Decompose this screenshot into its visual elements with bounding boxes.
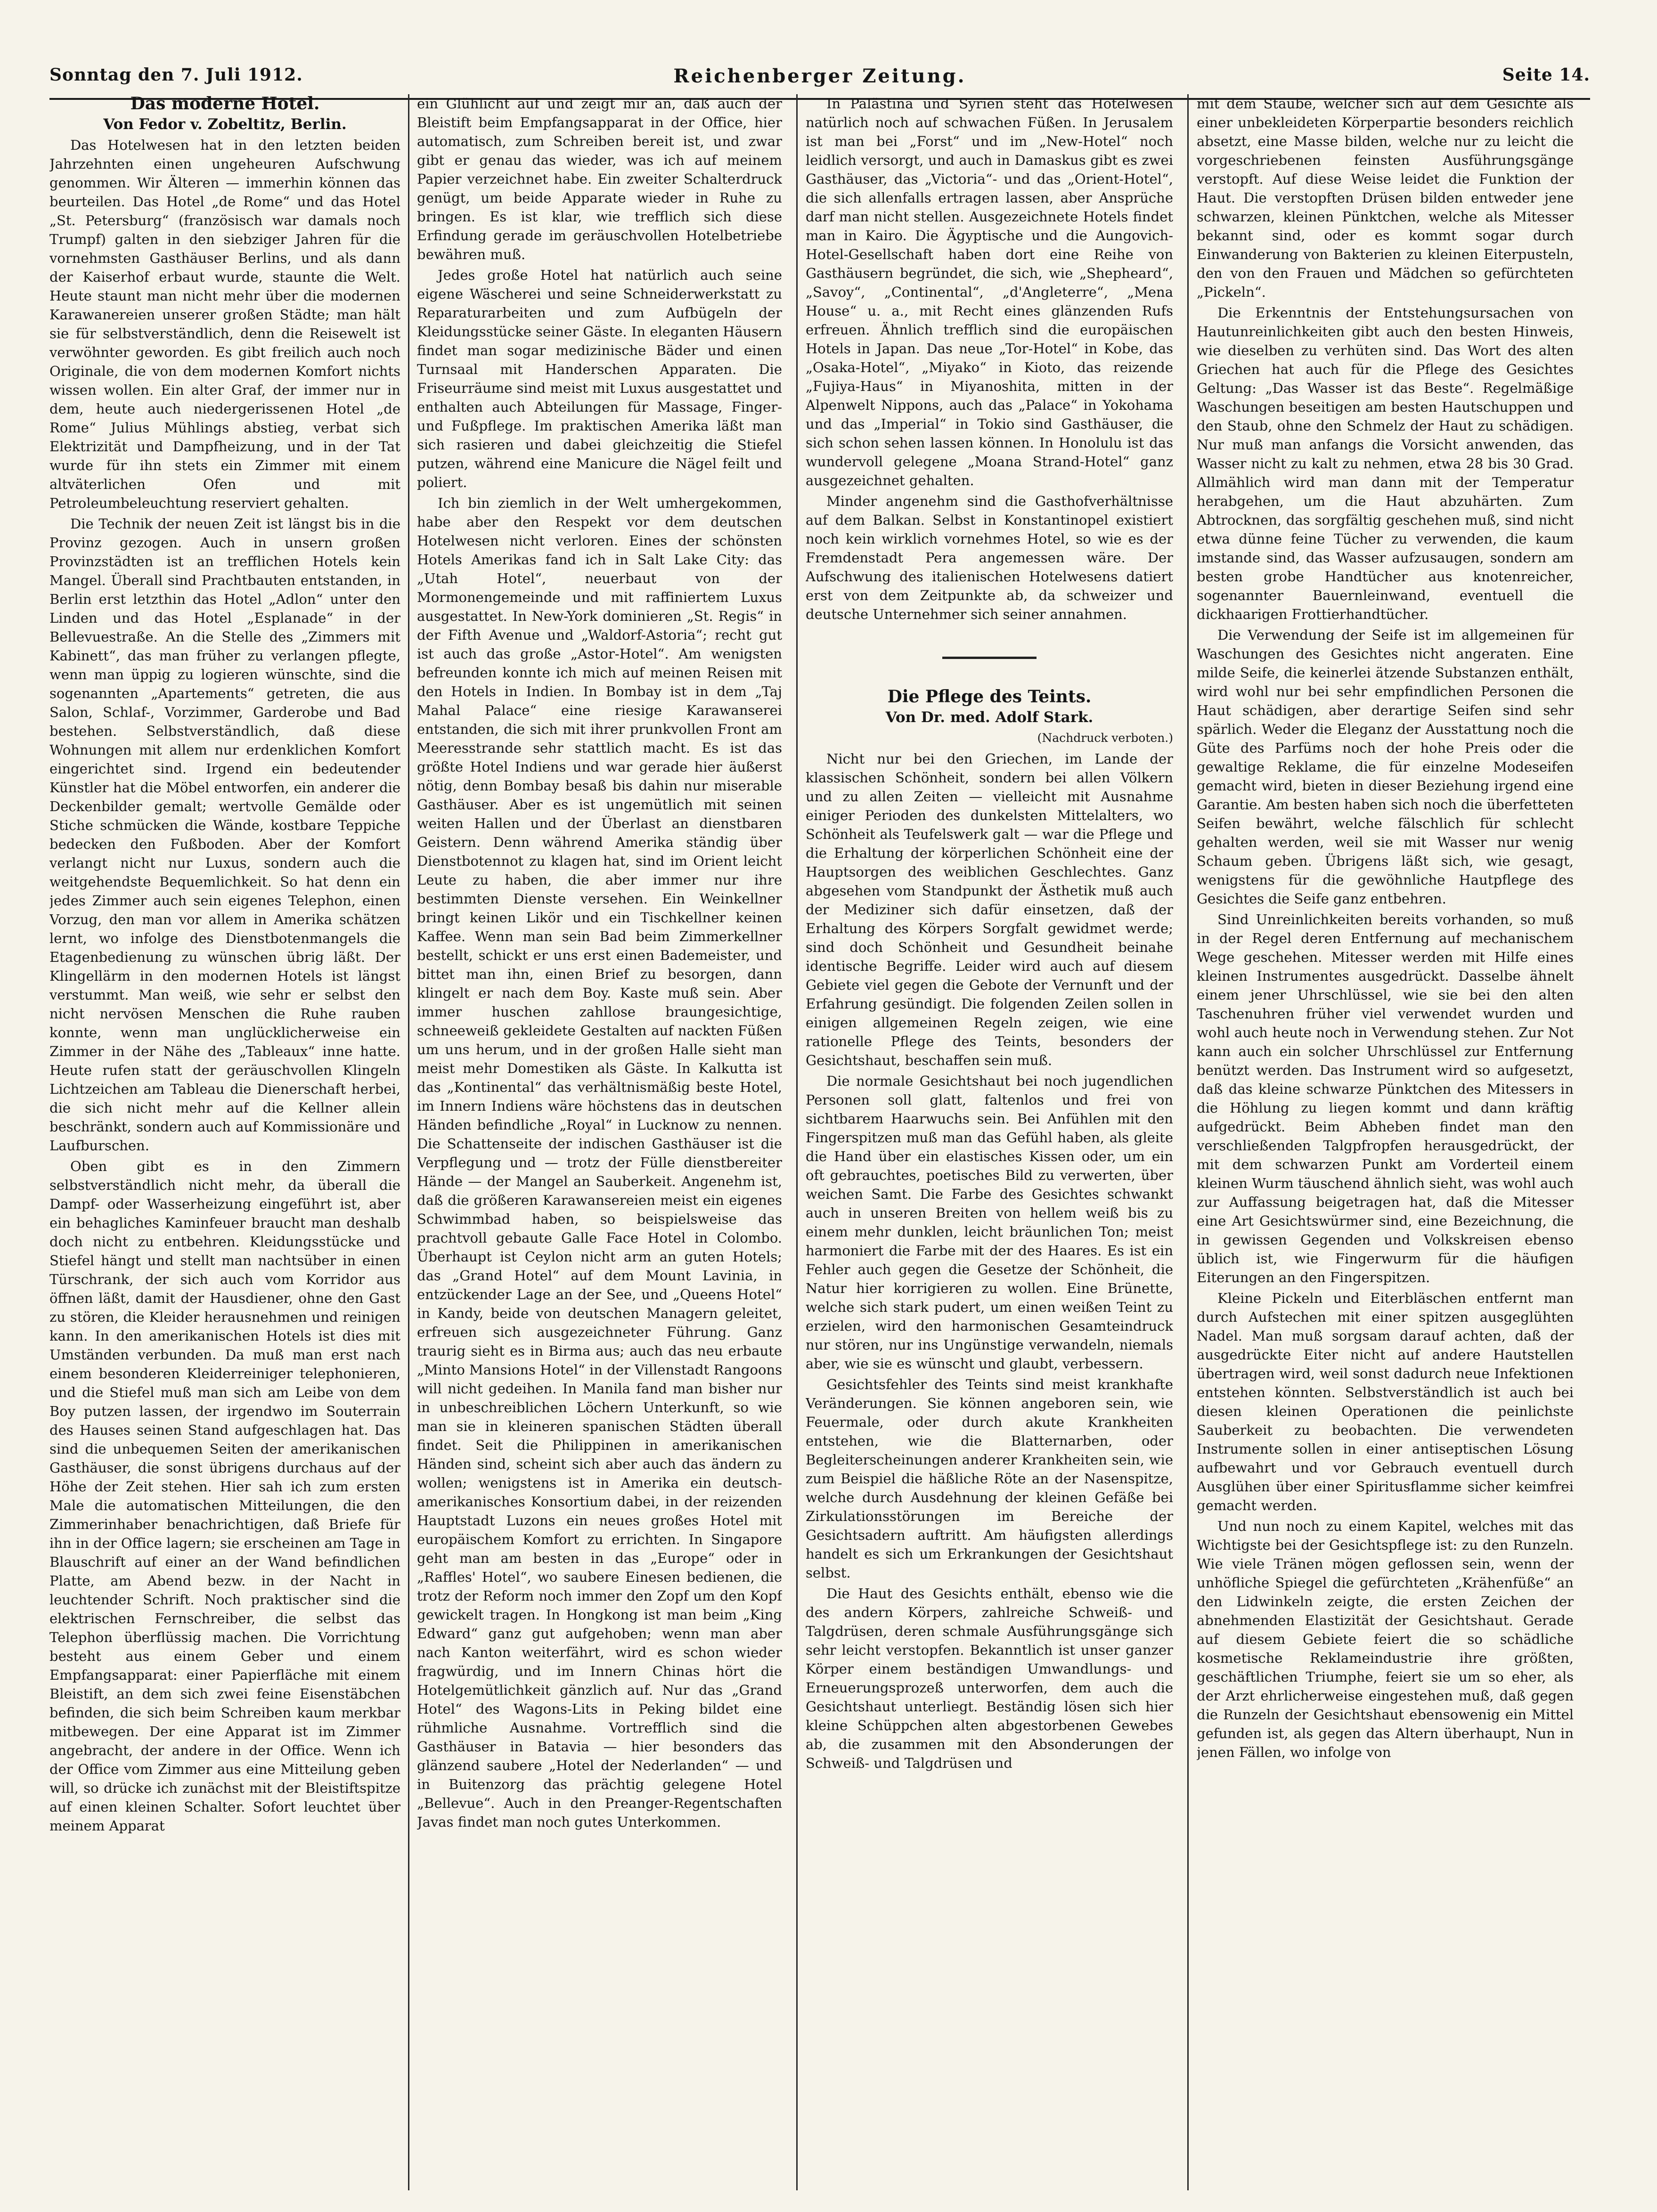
newspaper-name: Reichenberger Zeitung. [673,65,966,87]
article-byline: Von Dr. med. Adolf Stark. [885,709,1094,726]
column-3 [806,94,1173,2186]
page-number: Seite 14. [1502,65,1590,85]
paragraph: Jedes große Hotel hat natürlich auch seine eigene Wäscherei und seine Schneiderwerkstatt zu Reparaturarbeiten und zum Aufbügeln der Kleidungsstücke seiner Gäste. In eleganten Häusern findet man sogar medizinische Bäder und einen Turnsaal mit Handerschen Apparaten. Die Friseurräume sind meist mit Luxus ausgestattet und enthalten auch Abteilungen für Massage, Finger- und Fußpflege. Im praktischen Amerika läßt man sich rasieren und dabei gleichzeitig die Stiefel putzen, während eine Manicure die Nägel feilt und poliert. [417,267,782,490]
paragraph: Sind Unreinlichkeiten bereits vorhanden, so muß in der Regel deren Entfernung auf mechanischem Wege geschehen. Mitesser werden mit Hilfe eines kleinen Instrumentes ausgedrückt. Dasselbe ähnelt einem jener Uhrschlüssel, wie sie bei den alten Taschenuhren früher viel verwendet wurden und wohl auch heute noch in Verwendung stehen. Zur Not kann auch ein solcher Uhrschlüssel zur Entfernung benützt werden. Das Instrument wird so aufgesetzt, daß das kleine schwarze Pünktchen des Mitessers in die Höhlung zu liegen kommt und dann kräftig aufgedrückt. Beim Abheben findet man den verschließenden Talgpfropfen herausgedrückt, der mit dem schwarzen Punkt am Vorderteil einem kleinen Wurm täuschend ähnlich sieht, was wohl auch zur Auffassung beigetragen hat, daß die Mitesser eine Art Gesichtswürmer sind, eine Bezeichnung, die in gewissen Gegenden und Volkskreisen ebenso üblich ist, wie Fingerwurm für die häufigen Eiterungen an den Fingerspitzen. [1197,911,1574,1285]
paragraph: ein Glühlicht auf und zeigt mir an, daß auch der Bleistift beim Empfangsapparat in der Office, hier automatisch, zum Schreiben bereit ist, und zwar gibt er genau das wieder, was ich auf meinem Papier verzeichnet habe. Ein zweiter Schalterdruck genügt, um beide Apparate wieder in Ruhe zu bringen. Es ist klar, wie trefflich sich diese Erfindung gerade im geräuschvollen Hotelbetriebe bewähren muß. [417,96,782,262]
paragraph: Minder angenehm sind die Gasthofverhältnisse auf dem Balkan. Selbst in Konstantinopel existiert noch kein wirklich vornehmes Hotel, so wie es der Fremdenstadt Pera angemessen wäre. Der Aufschwung des italienischen Hotelwesens datiert erst von dem Zeitpunkte ab, da schweizer und deutsche Unternehmer sich seiner annahmen. [806,493,1173,622]
article-byline: Von Fedor v. Zobeltitz, Berlin. [103,116,347,133]
paragraph: Die Erkenntnis der Entstehungsursachen von Hautunreinlichkeiten gibt auch den besten Hinweis, wie dieselben zu verhüten sind. Das Wort des alten Griechen hat auch für die Pflege des Gesichtes Geltung: „Das Wasser ist das Beste“. Regelmäßige Waschungen beseitigen am besten Hautschuppen und den Staub, ohne den Schmelz der Haut zu schädigen. Nur muß man anfangs die Vorsicht anwenden, das Wasser nicht zu kalt zu nehmen, etwa 28 bis 30 Grad. Allmählich wird man dann mit der Temperatur herabgehen, um die Haut abzuhärten. Zum Abtrocknen, das sorgfältig geschehen muß, sind nicht etwa dünne feine Tücher zu verwenden, die kaum imstande sind, das Wasser aufzusaugen, sondern am besten grobe Handtücher aus knotenreicher, sogenannter Bauernleinwand, eventuell die dickhaarigen Frottierhandtücher. [1197,305,1574,622]
paragraph: Die Technik der neuen Zeit ist längst bis in die Provinz gezogen. Auch in unsern großen Provinzstädten ist an trefflichen Hotels kein Mangel. Überall sind Prachtbauten entstanden, in Berlin erst letzthin das Hotel „Adlon“ unter den Linden und das Hotel „Esplanade“ in der Bellevuestraße. An die Stelle des „Zimmers mit Kabinett“, das man früher zu verlangen pflegte, wenn man üppig zu logieren wünschte, sind die sogenannten „Apartements“ getreten, die aus Salon, Schlaf-, Vorzimmer, Garderobe und Bad bestehen. Selbstverständlich, daß diese Wohnungen mit allem nur erdenklichen Komfort eingerichtet sind. Irgend ein bedeutender Künstler hat die Möbel entworfen, ein anderer die Deckenbilder gemalt; wertvolle Gemälde oder Stiche schmücken die Wände, kostbare Teppiche bedecken den Fußboden. Aber der Komfort verlangt nicht nur Luxus, sondern auch die weitgehendste Bequemlichkeit. So hat denn ein jedes Zimmer auch sein eigenes Telephon, einen Vorzug, den man vor allem in Amerika schätzen lernt, wo infolge des Dienstbotenmangels die Etagenbedienung zu wünschen übrig läßt. Der Klingellärm in den modernen Hotels ist längst verstummt. Man weiß, wie sehr er selbst den nicht nervösen Menschen die Ruhe rauben konnte, wenn man unglücklicherweise ein Zimmer in der Nähe des „Tableaux“ inne hatte. Heute rufen statt der geräuschvollen Klingeln Lichtzeichen am Tableau die Dienerschaft herbei, die sich nicht mehr auf die Kellner allein beschränkt, sondern auch auf Kommissionäre und Laufburschen. [49,516,400,1154]
paragraph: Die Haut des Gesichts enthält, ebenso wie die des andern Körpers, zahlreiche Schweiß- und Talgdrüsen, deren schmale Ausführungsgänge sich sehr leicht verstopfen. Bekanntlich ist unser ganzer Körper einem beständigen Umwandlungs- und Erneuerungsprozeß unterworfen, dem auch die Gesichtshaut unterliegt. Beständig lösen sich hier kleine Schüppchen alten abgestorbenen Gewebes ab, die zusammen mit den Absonderungen der Schweiß- und Talgdrüsen und [806,1586,1173,1771]
article-title: Die Pflege des Teints. [887,687,1092,707]
paragraph: In Palästina und Syrien steht das Hotelwesen natürlich noch auf schwachen Füßen. In Jerusalem ist man bei „Forst“ und im „New-Hotel“ noch leidlich versorgt, und auch in Damaskus gibt es zwei Gasthäuser, das „Victoria“- und das „Orient-Hotel“, die sich allenfalls ertragen lassen, aber Ansprüche darf man nicht stellen. Ausgezeichnete Hotels findet man in Kairo. Die Ägyptische und die Aungovich-Hotel-Gesellschaft haben dort eine Reihe von Gasthäusern begründet, die sich, wie „Shepheard“, „Savoy“, „Continental“, „d'Angleterre“, „Mena House“ u. a., mit Recht eines glänzenden Rufs erfreuen. Ähnlich trefflich sind die europäischen Hotels in Japan. Das neue „Tor-Hotel“ in Kobe, das „Osaka-Hotel“, „Miyako“ in Kioto, das reizende „Fujiya-Haus“ in Miyanoshita, mitten in der Alpenwelt Nippons, auch das „Palace“ in Yokohama und das „Imperial“ in Tokio sind Gasthäuser, die sich schon sehen lassen können. In Honolulu ist das wundervoll gelegene „Moana Strand-Hotel“ ganz ausgezeichnet gehalten. [806,96,1173,488]
paragraph: mit dem Staube, welcher sich auf dem Gesichte als einer unbekleideten Körperpartie besonders reichlich absetzt, eine Masse bilden, welche nur zu leicht die vorgeschriebenen feinsten Ausführungsgänge verstopft. Auf diese Weise leidet die Funktion der Haut. Die verstopften Drüsen bilden entweder jene schwarzen, kleinen Pünktchen, welche als Mitesser bekannt sind, oder es kommt sogar durch Einwanderung von Bakterien zu kleinen Eiterpusteln, den von den Frauen und Mädchen so gefürchteten „Pickeln“. [1197,96,1574,300]
paragraph: Die normale Gesichtshaut bei noch jugendlichen Personen soll glatt, faltenlos und frei von sichtbarem Haarwuchs sein. Bei Anfühlen mit den Fingerspitzen muß man das Gefühl haben, als gleite die Hand über ein elastisches Kissen oder, um ein oft gebrauchtes, poetisches Bild zu verwerten, über weichen Samt. Die Farbe des Gesichtes schwankt auch in unseren Breiten von hellem weiß bis zu einem mehr dunklen, leicht bräunlichen Ton; meist harmoniert die Farbe mit der des Haares. Es ist ein Fehler auch gegen die Gesetze der Schönheit, die Natur hier korrigieren zu wollen. Eine Brünette, welche sich stark pudert, um einen weißen Teint zu erzielen, wird den harmonischen Gesamteindruck nur stören, nur ins Ungünstige verwandeln, niemals aber, wie sie es wünscht und glaubt, verbessern. [806,1073,1173,1372]
paragraph: Nicht nur bei den Griechen, im Lande der klassischen Schönheit, sondern bei allen Völkern und zu allen Zeiten — vielleicht mit Ausnahme einiger Perioden des dunkelsten Mittelalters, wo Schönheit als Teufelswerk galt — war die Pflege und die Erhaltung der körperlichen Schönheit eine der Hauptsorgen des weiblichen Geschlechtes. Ganz abgesehen vom Standpunkt der Ästhetik muß auch der Mediziner sich dafür einsetzen, daß der Erhaltung des Körpers Sorgfalt gewidmet werde; sind doch Schönheit und Gesundheit beinahe identische Begriffe. Leider wird auch auf diesem Gebiete viel gegen die Gebote der Vernunft und der Erfahrung gesündigt. Die folgenden Zeilen sollen in einigen allgemeinen Regeln zeigen, wie eine rationelle Pflege des Teints, besonders der Gesichtshaut, beschaffen sein muß. [806,751,1173,1068]
column-rule [1187,94,1189,2190]
reprint-note: (Nachdruck verboten.) [1037,731,1173,745]
paragraph: Gesichtsfehler des Teints sind meist krankhafte Veränderungen. Sie können angeboren sein, wie Feuermale, oder durch akute Krankheiten entstehen, wie die Blatternarben, oder Begleiterscheinungen anderer Krankheiten sein, wie zum Beispiel die häßliche Röte an der Nasenspitze, welche durch Ausdehnung der kleinen Gefäße bei Zirkulationsstörungen im Bereiche der Gesichtsadern auftritt. Am häufigsten allerdings handelt es sich um Erkrankungen der Gesichtshaut selbst. [806,1376,1173,1581]
column-4 [1197,94,1574,2186]
article-separator [942,657,1037,659]
paragraph: Das Hotelwesen hat in den letzten beiden Jahrzehnten einen ungeheuren Aufschwung genommen. Wir Älteren — immerhin können das beurteilen. Das Hotel „de Rome“ und das Hotel „St. Petersburg“ (französisch war damals noch Trumpf) galten in den siebziger Jahren für die vornehmsten Gasthäuser Berlins, und als dann der Kaiserhof erbaut wurde, staunte die Welt. Heute staunt man nicht mehr über die modernen Karawanereien unserer großen Städte; man hält sie für selbstverständlich, denn die Reisewelt ist verwöhnter geworden. Es gibt freilich auch noch Originale, die von dem modernen Komfort nichts wissen wollen. Ein alter Graf, der immer nur in dem, heute auch niedergerissenen Hotel „de Rome“ Julius Mühlings abstieg, verbat sich Elektrizität und Dampfheizung, und in der Tat wurde für ihn stets ein Zimmer mit einem altväterlichen Ofen und mit Petroleumbeleuchtung reserviert gehalten. [49,137,400,511]
paragraph: Die Verwendung der Seife ist im allgemeinen für Waschungen des Gesichtes nicht angeraten. Eine milde Seife, die keinerlei ätzende Substanzen enthält, wird wohl nur bei sehr empfindlichen Personen die Haut schädigen, aber derartige Seifen sind sehr spärlich. Weder die Eleganz der Ausstattung noch die Güte des Parfüms noch der hohe Preis oder die gewaltige Reklame, die für einzelne Modeseifen gemacht wird, bieten in dieser Beziehung irgend eine Garantie. Am besten haben sich noch die überfetteten Seifen bewährt, welche fälschlich für schlecht gehalten werden, weil sie mit Wasser nur wenig Schaum geben. Übrigens läßt sich, wie gesagt, wenigstens für die gewöhnliche Hautpflege des Gesichtes die Seife ganz entbehren. [1197,627,1574,907]
column-rule [796,94,798,2190]
paragraph: Und nun noch zu einem Kapitel, welches mit das Wichtigste bei der Gesichtspflege ist: zu den Runzeln. Wie viele Tränen mögen geflossen sein, wenn der unhöfliche Spiegel die gefürchteten „Krähenfüße“ an den Lidwinkeln zeigte, die ersten Zeichen der abnehmenden Elastizität der Gesichtshaut. Gerade auf diesem Gebiete feiert die so schädliche kosmetische Reklameindustrie ihre größten, geschäftlichen Triumphe, feiert sie um so eher, als der Arzt ehrlicherweise eingestehen muß, daß gegen die Runzeln der Gesichtshaut ebensowenig ein Mittel gefunden ist, als gegen das Altern überhaupt, Nun in jenen Fällen, wo infolge von [1197,1518,1574,1760]
article-title: Das moderne Hotel. [130,94,320,114]
column-rule [408,94,409,2190]
column-1 [49,94,400,2186]
column-2 [417,94,782,2186]
paragraph: Oben gibt es in den Zimmern selbstverständlich nicht mehr, da überall die Dampf- oder Wasserheizung eingeführt ist, aber ein behagliches Kaminfeuer braucht man deshalb doch nicht zu entbehren. Kleidungsstücke und Stiefel hängt und stellt man nachtsüber in einen Türschrank, der sich auch vom Korridor aus öffnen läßt, damit der Hausdiener, ohne den Gast zu stören, die Kleider herausnehmen und reinigen kann. In den amerikanischen Hotels ist dies mit Umständen verbunden. Da muß man erst nach einem besonderen Kleiderreiniger telephonieren, und die Stiefel muß man sich am Leibe von dem Boy putzen lassen, der irgendwo im Souterrain des Hauses seinen Stand aufgeschlagen hat. Das sind die unbequemen Seiten der amerikanischen Gasthäuser, die sonst übrigens durchaus auf der Höhe der Zeit stehen. Hier sah ich zum ersten Male die automatischen Mitteilungen, die den Zimmerinhaber benachrichtigen, daß Briefe für ihn in der Office lagern; sie erscheinen am Tage in Blauschrift auf einer an der Wand befindlichen Platte, am Abend bezw. in der Nacht in leuchtender Schrift. Noch praktischer sind die elektrischen Fernschreiber, die selbst das Telephon überflüssig machen. Die Vorrichtung besteht aus einem Geber und einem Empfangsapparat: einer Papierfläche mit einem Bleistift, an dem sich zwei feine Eisenstäbchen befinden, die sich beim Schreiben kaum merkbar mitbewegen. Der eine Apparat ist im Zimmer angebracht, der andere in der Office. Wenn ich der Office vom Zimmer aus eine Mitteilung geben will, so drücke ich zunächst mit der Bleistiftspitze auf einen kleinen Schalter. Sofort leuchtet über meinem Apparat [49,1158,400,1834]
paragraph: Ich bin ziemlich in der Welt umhergekommen, habe aber den Respekt vor dem deutschen Hotelwesen nicht verloren. Eines der schönsten Hotels Amerikas fand ich in Salt Lake City: das „Utah Hotel“, neuerbaut von der Mormonengemeinde und mit raffiniertem Luxus ausgestattet. In New-York dominieren „St. Regis“ in der Fifth Avenue und „Waldorf-Astoria“; recht gut ist auch das große „Astor-Hotel“. Am wenigsten befreunden konnte ich mich auf meinen Reisen mit den Hotels in Indien. In Bombay ist in dem „Taj Mahal Palace“ eine riesige Karawanserei entstanden, die sich mit ihrer prunkvollen Front am Meeresstrande sehr stattlich macht. Es ist das größte Hotel Indiens und war gerade hier äußerst nötig, denn Bombay besaß bis dahin nur miserable Gasthäuser. Aber es ist ungemütlich mit seinen weiten Hallen und der Überlast an dienstbaren Geistern. Denn während Amerika ständig über Dienstbotennot zu klagen hat, sind im Orient leicht Leute zu haben, die aber immer nur ihre bestimmten Dienste versehen. Ein Weinkellner bringt keinen Likör und ein Tischkellner keinen Kaffee. Wenn man sein Bad beim Zimmerkellner bestellt, schickt er uns erst einen Bademeister, und bittet man ihn, einen Brief zu besorgen, dann klingelt er nach dem Boy. Kaste muß sein. Aber immer huschen zahllose braungesichtige, schneeweiß gekleidete Gestalten auf nackten Füßen um uns herum, und in der großen Halle sieht man meist mehr Domestiken als Gäste. In Kalkutta ist das „Kontinental“ das verhältnismäßig beste Hotel, im Innern Indiens wäre höchstens das in deutschen Händen befindliche „Royal“ in Lucknow zu nennen. Die Schattenseite der indischen Gasthäuser ist die Verpflegung und — trotz der Fülle dienstbereiter Hände — der Mangel an Sauberkeit. Angenehm ist, daß die größeren Karawansereien meist ein eigenes Schwimmbad haben, so beispielsweise das prachtvoll gebaute Galle Face Hotel in Colombo. Überhaupt ist Ceylon nicht arm an guten Hotels; das „Grand Hotel“ auf dem Mount Lavinia, in entzückender Lage an der See, und „Queens Hotel“ in Kandy, beide von deutschen Managern geleitet, erfreuen sich ausgezeichneter Führung. Ganz traurig sieht es in Birma aus; auch das neu erbaute „Minto Mansions Hotel“ in der Villenstadt Rangoons will nicht gedeihen. In Manila fand man bisher nur in unbeschreiblichen Löchern Unterkunft, so wie man sie in kleineren spanischen Städten überall findet. Seit die Philippinen in amerikanischen Händen sind, scheint sich aber auch das ändern zu wollen; wenigstens ist in Amerika ein deutsch-amerikanisches Konsortium dabei, in der reizenden Hauptstadt Luzons ein neues großes Hotel mit europäischem Komfort zu errichten. In Singapore geht man am besten in das „Europe“ oder in „Raffles' Hotel“, wo saubere Einesen bedienen, die trotz der Reform noch immer den Zopf um den Kopf gewickelt tragen. In Hongkong ist man beim „King Edward“ ganz gut aufgehoben; wenn man aber nach Kanton weiterfährt, wird es schon wieder fragwürdig, und im Innern Chinas hört die Hotelgemütlichkeit gänzlich auf. Nur das „Grand Hotel“ des Wagons-Lits in Peking bildet eine rühmliche Ausnahme. Vortrefflich sind die Gasthäuser in Batavia — hier besonders das glänzend saubere „Hotel der Nederlanden“ — und in Buitenzorg das prächtig gelegene Hotel „Bellevue“. Auch in den Preanger-Regentschaften Javas findet man noch gutes Unterkommen. [417,495,782,1830]
paragraph: Kleine Pickeln und Eiterbläschen entfernt man durch Aufstechen mit einer spitzen ausgeglühten Nadel. Man muß sorgsam darauf achten, daß der ausgedrückte Eiter nicht auf andere Hautstellen übertragen wird, weil sonst dadurch neue Infektionen entstehen könnten. Selbstverständlich ist auch bei diesen kleinen Operationen die peinlichste Sauberkeit zu beobachten. Die verwendeten Instrumente sollen in einer antiseptischen Lösung aufbewahrt und vor Gebrauch eventuell durch Ausglühen über einer Spiritusflamme sicher keimfrei gemacht werden. [1197,1290,1574,1513]
issue-date: Sonntag den 7. Juli 1912. [49,65,303,85]
